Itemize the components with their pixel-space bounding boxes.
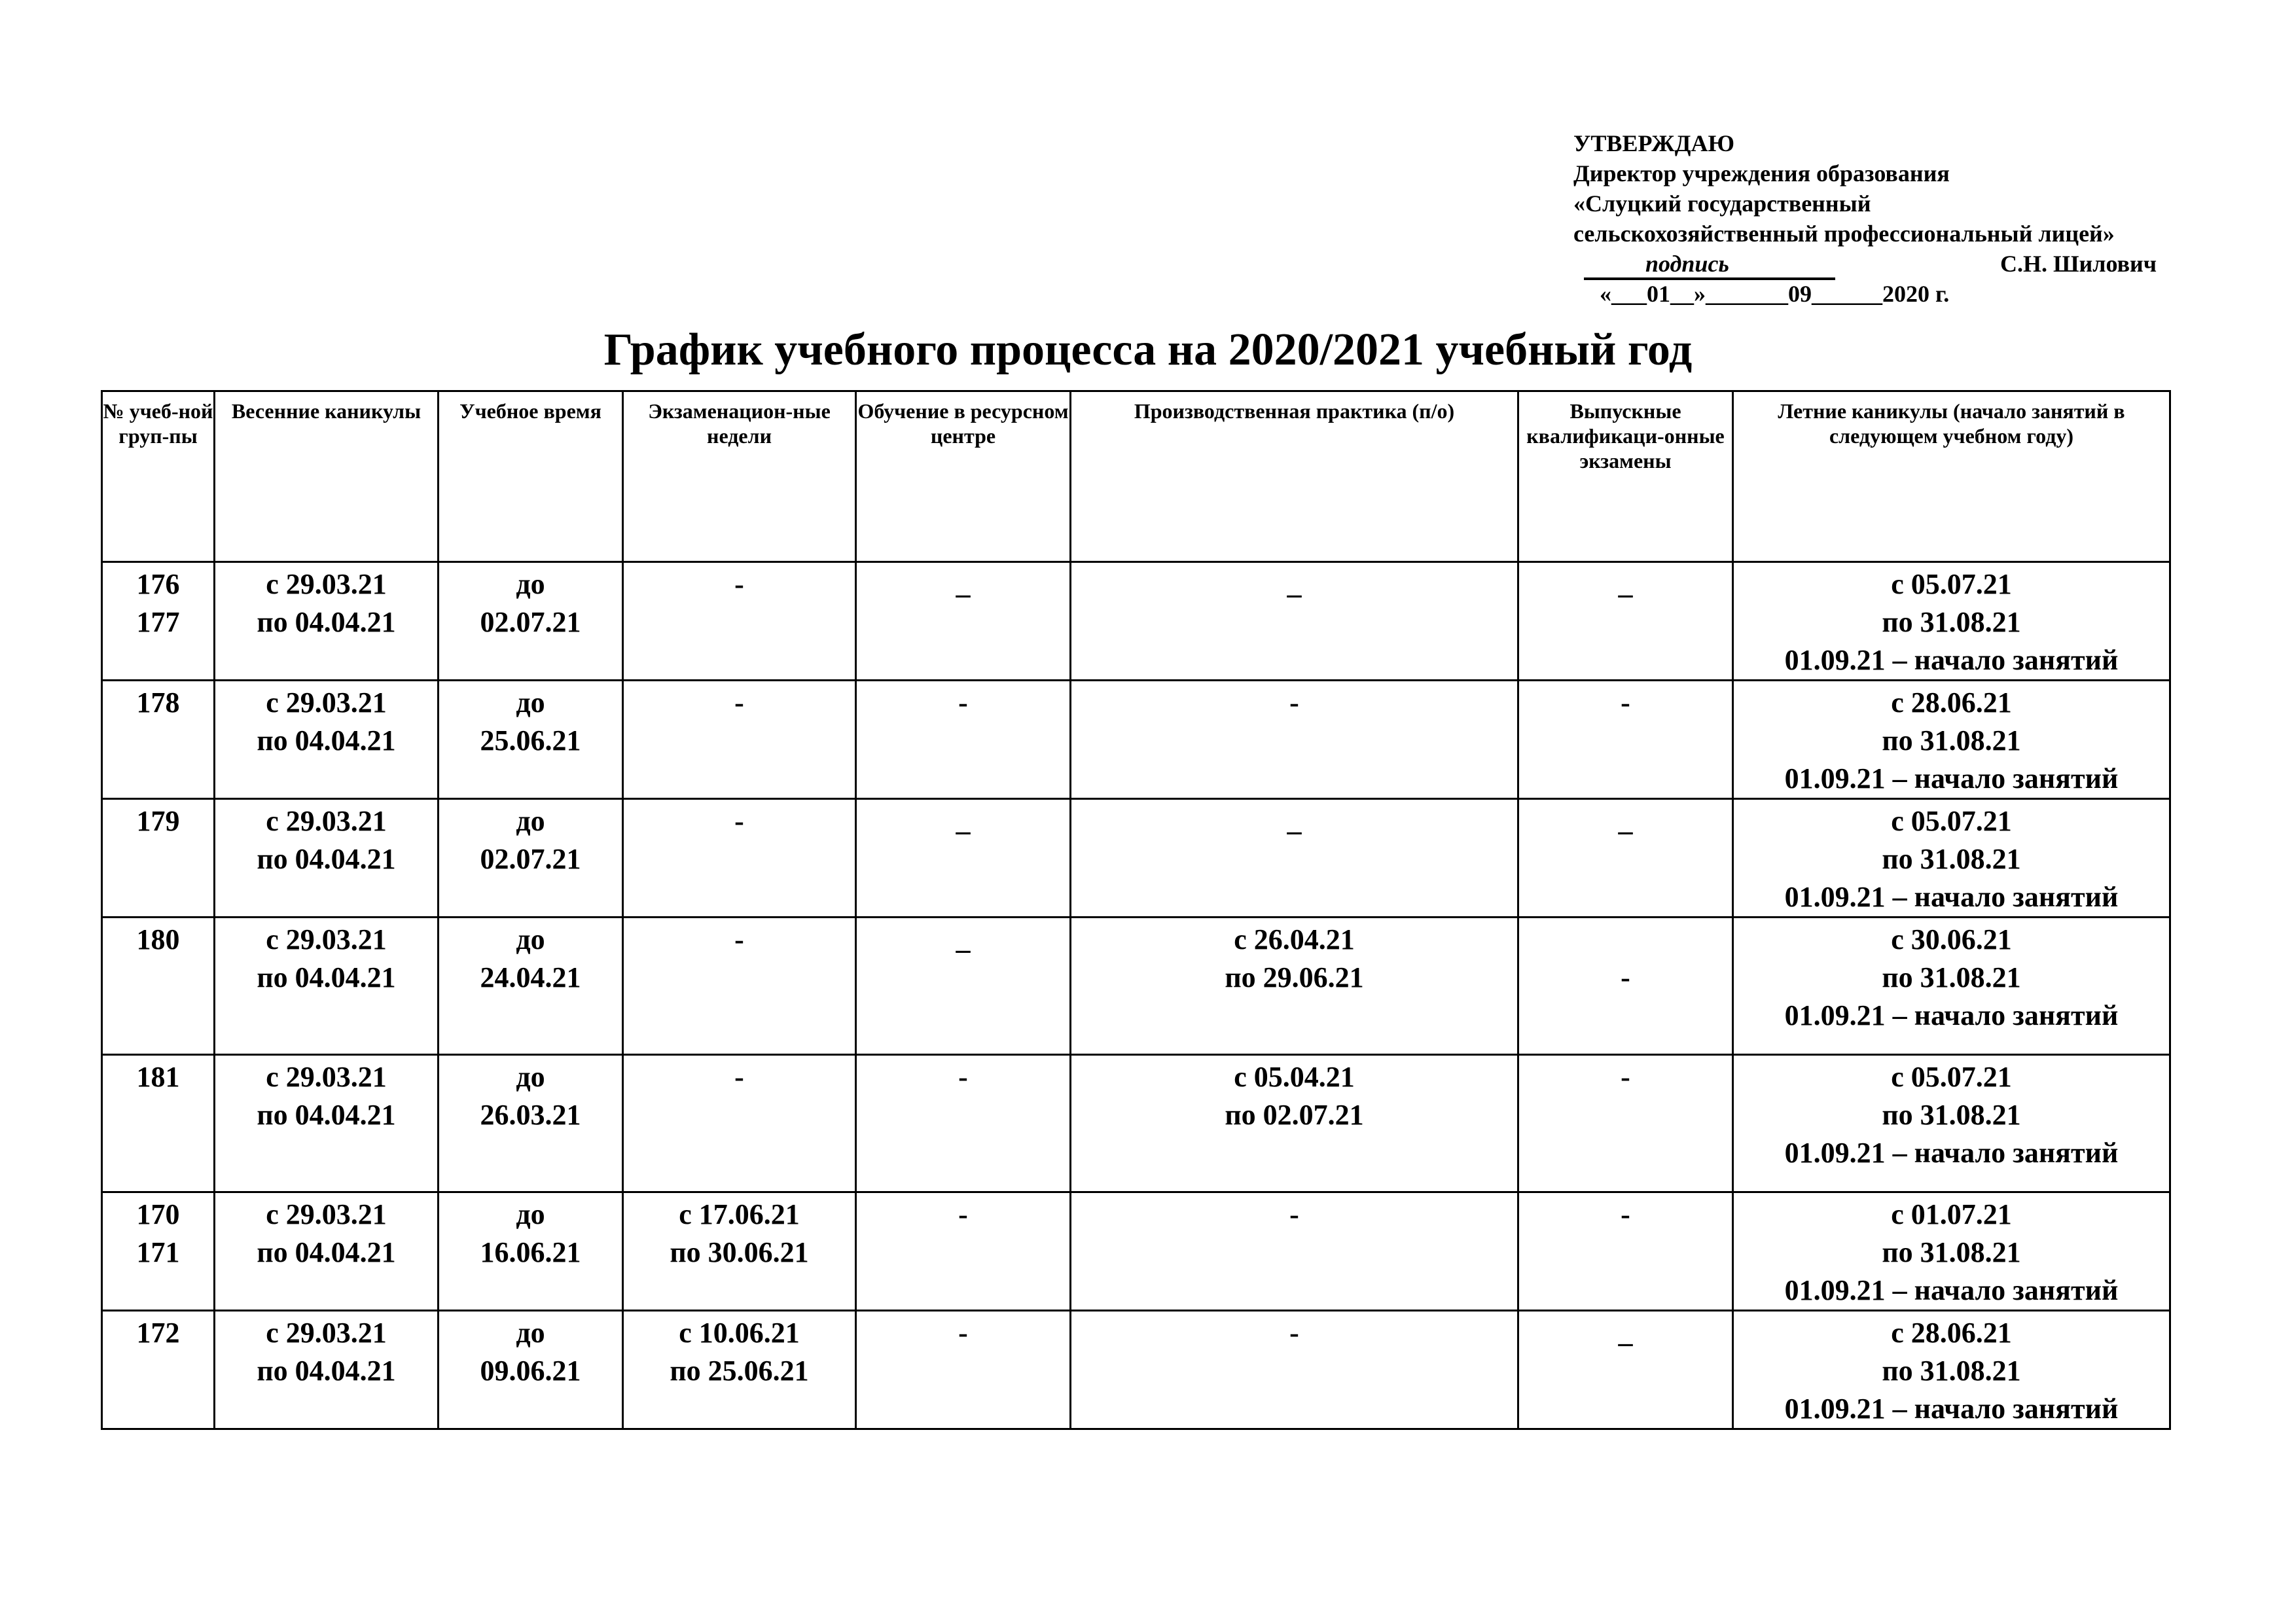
- table-row: [102, 562, 2170, 681]
- cell-text: _: [956, 805, 971, 837]
- header-study-time: Учебное время: [439, 391, 623, 562]
- cell-text: -: [1621, 687, 1630, 719]
- practice-cell: [1071, 1311, 1518, 1429]
- cell-text: с 30.06.21: [1891, 923, 2012, 955]
- summer-holidays-cell: [1733, 562, 2170, 681]
- header-practice: Производственная практика (п/о): [1071, 391, 1518, 562]
- signature-label: подпись: [1645, 251, 1729, 277]
- header-exam-weeks: Экзаменацион-ные недели: [623, 391, 856, 562]
- cell-text: 01.09.21 – начало занятий: [1784, 1137, 2119, 1169]
- table-row: [102, 918, 2170, 1055]
- signer-name: С.Н. Шилович: [2000, 251, 2157, 277]
- cell-text: до: [516, 923, 545, 955]
- cell-text: 01.09.21 – начало занятий: [1784, 999, 2119, 1031]
- cell-text: по 04.04.21: [257, 724, 396, 757]
- study-time-cell: [439, 918, 623, 1055]
- cell-text: 09.06.21: [480, 1355, 581, 1387]
- cell-text: по 31.08.21: [1882, 961, 2021, 993]
- cell-text: 24.04.21: [480, 961, 581, 993]
- resource-center-cell: [856, 918, 1071, 1055]
- resource-center-cell: [856, 1192, 1071, 1311]
- cell-text: с 29.03.21: [266, 805, 387, 837]
- cell-text: 01.09.21 – начало занятий: [1784, 644, 2119, 676]
- practice-cell: [1071, 799, 1518, 918]
- spring-holidays-cell: [215, 1311, 439, 1429]
- spring-holidays-cell: [215, 562, 439, 681]
- approval-block: [1573, 128, 2228, 309]
- cell-text: с 29.03.21: [266, 1198, 387, 1230]
- final-exams-cell: [1518, 799, 1733, 918]
- cell-text: -: [1289, 687, 1299, 719]
- cell-text: 02.07.21: [480, 843, 581, 875]
- cell-text: -: [734, 1061, 744, 1093]
- cell-text: 16.06.21: [480, 1236, 581, 1268]
- summer-holidays-cell: [1733, 799, 2170, 918]
- cell-text: 01.09.21 – начало занятий: [1784, 1274, 2119, 1306]
- cell-text: с 26.04.21: [1234, 923, 1355, 955]
- practice-cell: [1071, 918, 1518, 1055]
- cell-text: -: [1621, 1198, 1630, 1230]
- schedule-body: [102, 562, 2170, 1429]
- cell-text: -: [1621, 1061, 1630, 1093]
- cell-text: по 31.08.21: [1882, 724, 2021, 757]
- table-row: [102, 1311, 2170, 1429]
- spring-holidays-cell: [215, 799, 439, 918]
- cell-text: -: [1289, 1317, 1299, 1349]
- cell-text: с 05.07.21: [1891, 1061, 2012, 1093]
- cell-text: с 29.03.21: [266, 923, 387, 955]
- cell-text: _: [956, 568, 971, 600]
- practice-cell: [1071, 681, 1518, 799]
- cell-text: с 29.03.21: [266, 1061, 387, 1093]
- cell-text: по 25.06.21: [670, 1355, 809, 1387]
- page-title: График учебного процесса на 2020/2021 учебный год: [603, 325, 1693, 375]
- spring-holidays-cell: [215, 681, 439, 799]
- study-time-cell: [439, 681, 623, 799]
- cell-text: до: [516, 1198, 545, 1230]
- cell-text: 02.07.21: [480, 606, 581, 638]
- header-summer-holidays: Летние каникулы (начало занятий в следующем учебном году): [1733, 391, 2170, 562]
- cell-text: с 01.07.21: [1891, 1198, 2012, 1230]
- cell-text: 01.09.21 – начало занятий: [1784, 1393, 2119, 1425]
- approval-line-3: сельскохозяйственный профессиональный лицей»: [1573, 221, 2115, 247]
- cell-text: по 31.08.21: [1882, 1355, 2021, 1387]
- approval-line-1: Директор учреждения образования: [1573, 160, 1950, 187]
- cell-text: -: [958, 687, 968, 719]
- cell-text: 01.09.21 – начало занятий: [1784, 881, 2119, 913]
- final-exams-cell: [1518, 918, 1733, 1055]
- group-number-cell: [102, 681, 215, 799]
- practice-cell: [1071, 1192, 1518, 1311]
- cell-text: -: [958, 1198, 968, 1230]
- summer-holidays-cell: [1733, 1192, 2170, 1311]
- study-time-cell: [439, 799, 623, 918]
- cell-text: до: [516, 1061, 545, 1093]
- cell-text: _: [1618, 805, 1633, 837]
- header-row: [102, 391, 2170, 562]
- cell-text: _: [1287, 568, 1302, 600]
- cell-text: с 29.03.21: [266, 687, 387, 719]
- cell-text: по 04.04.21: [257, 961, 396, 993]
- table-row: [102, 799, 2170, 918]
- group-number-cell: [102, 1055, 215, 1192]
- cell-text: -: [734, 687, 744, 719]
- cell-text: с 10.06.21: [679, 1317, 800, 1349]
- cell-text: до: [516, 568, 545, 600]
- cell-text: 25.06.21: [480, 724, 581, 757]
- table-row: [102, 1055, 2170, 1192]
- cell-text: с 28.06.21: [1891, 1317, 2012, 1349]
- practice-cell: [1071, 1055, 1518, 1192]
- cell-text: до: [516, 1317, 545, 1349]
- approval-date: «___01__»_______09______2020 г.: [1600, 281, 1950, 307]
- summer-holidays-cell: [1733, 1311, 2170, 1429]
- header-final-exams: Выпускные квалификаци-онные экзамены: [1518, 391, 1733, 562]
- exam-weeks-cell: [623, 1311, 856, 1429]
- cell-text: _: [1618, 1317, 1633, 1349]
- table-row: [102, 681, 2170, 799]
- exam-weeks-cell: [623, 562, 856, 681]
- cell-text: -: [1289, 1198, 1299, 1230]
- cell-text: по 04.04.21: [257, 843, 396, 875]
- approval-heading: УТВЕРЖДАЮ: [1573, 130, 1735, 156]
- group-number-cell: [102, 799, 215, 918]
- group-number-cell: [102, 562, 215, 681]
- cell-text: по 04.04.21: [257, 606, 396, 638]
- cell-text: по 02.07.21: [1225, 1099, 1364, 1131]
- cell-text: с 05.04.21: [1234, 1061, 1355, 1093]
- study-time-cell: [439, 1055, 623, 1192]
- cell-text: 176: [136, 568, 180, 600]
- practice-cell: [1071, 562, 1518, 681]
- study-time-cell: [439, 1192, 623, 1311]
- cell-text: 172: [136, 1317, 180, 1349]
- cell-text: -: [734, 568, 744, 600]
- cell-text: по 31.08.21: [1882, 1236, 2021, 1268]
- exam-weeks-cell: [623, 1055, 856, 1192]
- final-exams-cell: [1518, 1192, 1733, 1311]
- cell-text: 177: [136, 606, 180, 638]
- final-exams-cell: [1518, 562, 1733, 681]
- group-number-cell: [102, 1311, 215, 1429]
- study-time-cell: [439, 1311, 623, 1429]
- cell-text: -: [734, 923, 744, 955]
- table-row: [102, 1192, 2170, 1311]
- schedule-table: [101, 390, 2171, 1430]
- spring-holidays-cell: [215, 1055, 439, 1192]
- cell-text: с 17.06.21: [679, 1198, 800, 1230]
- cell-text: до: [516, 805, 545, 837]
- group-number-cell: [102, 918, 215, 1055]
- exam-weeks-cell: [623, 918, 856, 1055]
- cell-text: с 05.07.21: [1891, 568, 2012, 600]
- cell-text: по 29.06.21: [1225, 961, 1364, 993]
- cell-text: по 31.08.21: [1882, 606, 2021, 638]
- summer-holidays-cell: [1733, 681, 2170, 799]
- cell-text: с 05.07.21: [1891, 805, 2012, 837]
- final-exams-cell: [1518, 1055, 1733, 1192]
- cell-text: с 28.06.21: [1891, 687, 2012, 719]
- final-exams-cell: [1518, 1311, 1733, 1429]
- signature-row: [1573, 249, 2228, 279]
- resource-center-cell: [856, 1311, 1071, 1429]
- cell-text: 181: [136, 1061, 180, 1093]
- cell-text: с 29.03.21: [266, 568, 387, 600]
- summer-holidays-cell: [1733, 1055, 2170, 1192]
- exam-weeks-cell: [623, 681, 856, 799]
- cell-text: 01.09.21 – начало занятий: [1784, 762, 2119, 794]
- final-exams-cell: [1518, 681, 1733, 799]
- cell-text: по 31.08.21: [1882, 843, 2021, 875]
- cell-text: 178: [136, 687, 180, 719]
- resource-center-cell: [856, 1055, 1071, 1192]
- cell-text: по 30.06.21: [670, 1236, 809, 1268]
- exam-weeks-cell: [623, 799, 856, 918]
- resource-center-cell: [856, 799, 1071, 918]
- cell-text: _: [956, 923, 971, 955]
- cell-text: 180: [136, 923, 180, 955]
- exam-weeks-cell: [623, 1192, 856, 1311]
- cell-text: 171: [136, 1236, 180, 1268]
- group-number-cell: [102, 1192, 215, 1311]
- cell-text: -: [734, 805, 744, 837]
- cell-text: -: [1621, 961, 1630, 993]
- header-spring-holidays: Весенние каникулы: [215, 391, 439, 562]
- cell-text: 170: [136, 1198, 180, 1230]
- approval-line-2: «Слуцкий государственный: [1573, 190, 1871, 217]
- cell-text: -: [958, 1317, 968, 1349]
- resource-center-cell: [856, 562, 1071, 681]
- cell-text: по 04.04.21: [257, 1236, 396, 1268]
- spring-holidays-cell: [215, 1192, 439, 1311]
- cell-text: -: [958, 1061, 968, 1093]
- spring-holidays-cell: [215, 918, 439, 1055]
- header-group-number: № учеб-ной груп-пы: [102, 391, 215, 562]
- cell-text: по 31.08.21: [1882, 1099, 2021, 1131]
- cell-text: по 04.04.21: [257, 1355, 396, 1387]
- cell-text: _: [1287, 805, 1302, 837]
- cell-text: по 04.04.21: [257, 1099, 396, 1131]
- cell-text: _: [1618, 568, 1633, 600]
- cell-text: с 29.03.21: [266, 1317, 387, 1349]
- resource-center-cell: [856, 681, 1071, 799]
- header-resource-center: Обучение в ресурсном центре: [856, 391, 1071, 562]
- study-time-cell: [439, 562, 623, 681]
- cell-text: 26.03.21: [480, 1099, 581, 1131]
- cell-text: 179: [136, 805, 180, 837]
- cell-text: до: [516, 687, 545, 719]
- summer-holidays-cell: [1733, 918, 2170, 1055]
